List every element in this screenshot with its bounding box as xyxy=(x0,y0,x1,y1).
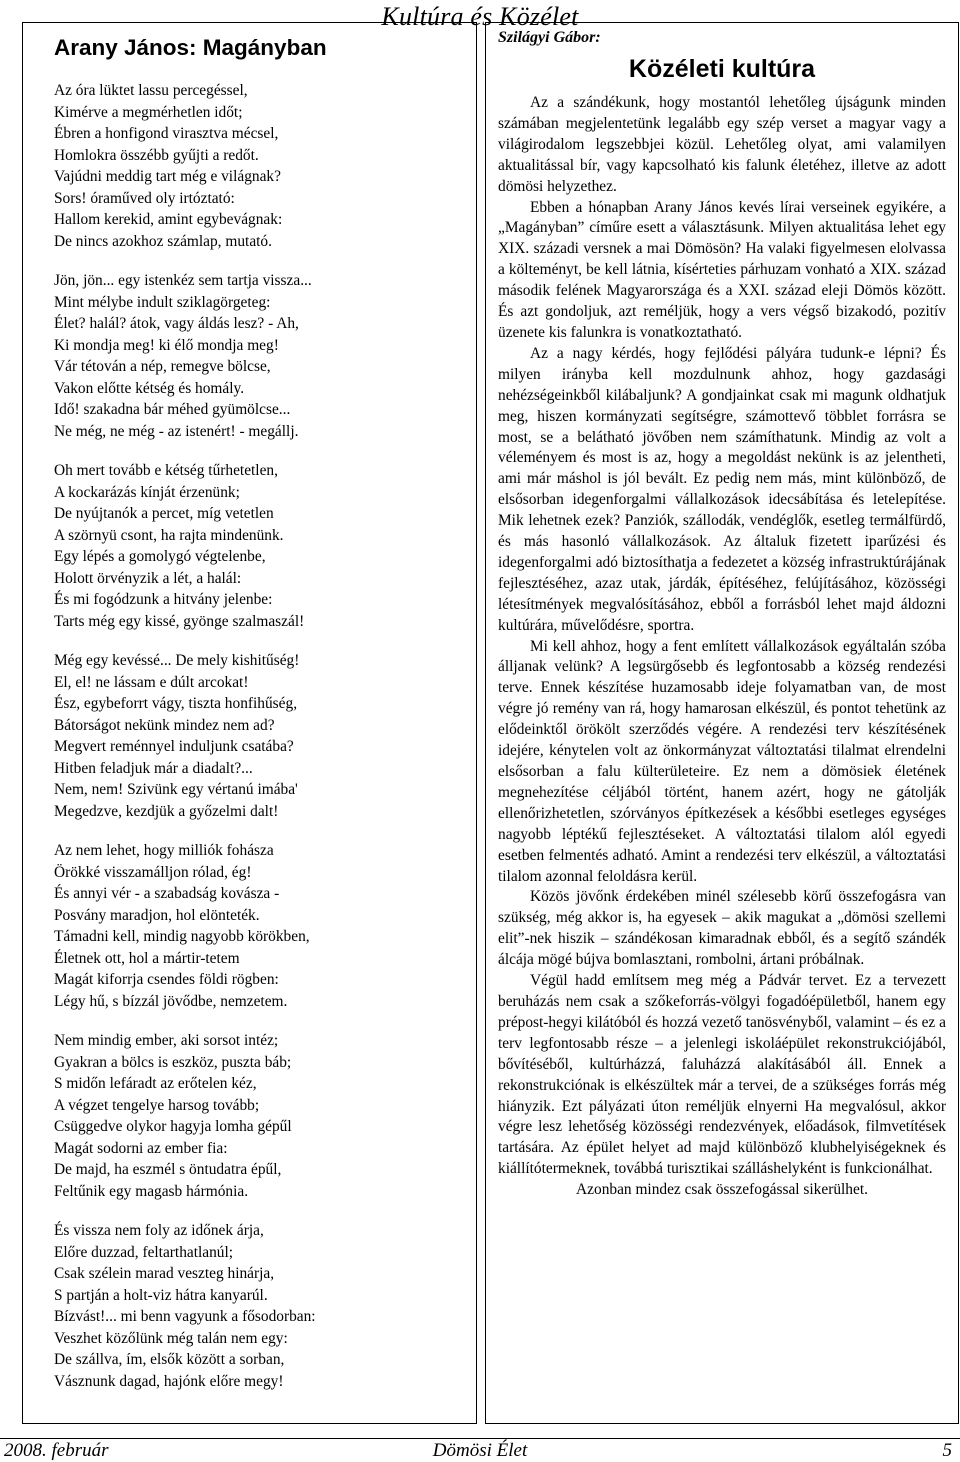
poem-line: A szörnyü csont, ha rajta mindenünk. xyxy=(54,526,284,544)
article-author: Szilágyi Gábor: xyxy=(498,29,601,46)
poem-line: De nyújtanók a percet, míg vetetlen xyxy=(54,505,274,522)
poem-line: Vásznunk dagad, hajónk előre megy! xyxy=(54,1372,284,1390)
poem-line: Vakon előtte kétség és homály. xyxy=(54,379,245,397)
poem-line: Jön, jön... egy istenkéz sem tartja vissza... xyxy=(54,272,312,289)
poem-line: Holott örvényzik a lét, a halál: xyxy=(54,569,242,587)
poem-line: De nincs azokhoz számlap, mutató. xyxy=(54,232,272,250)
poem-line: Homlokra összébb gyűjti a redőt. xyxy=(54,146,259,164)
poem-line: Tarts még egy kissé, gyönge szalmaszál! xyxy=(54,612,305,630)
poem-line: Mint mélybe indult sziklagörgeteg: xyxy=(54,293,271,311)
footer-date: 2008. február xyxy=(4,1440,109,1461)
poem-line: Előre duzzad, feltarthatlanúl; xyxy=(54,1243,234,1261)
poem-line: Bátorságot nekünk mindez nem ad? xyxy=(54,716,275,734)
poem-line: Veszhet közőlünk még talán nem egy: xyxy=(54,1329,288,1347)
poem-line: Életnek ott, hol a mártir-tetem xyxy=(54,949,240,967)
poem-stanza xyxy=(54,270,476,442)
poem-line: Posvány maradjon, hol elönteték. xyxy=(54,906,260,924)
poem-line: Vár tétován a nép, remegve bölcse, xyxy=(54,358,271,375)
poem-line: Bízvást!... mi benn vagyunk a fősodorban: xyxy=(54,1308,316,1325)
article-paragraph: Az a szándékunk, hogy mostantól lehetőleg újságunk minden számában megjelentetünk legalább egy szép verset a magyar vagy a világirodalom legszebbjei közül. Lehetőleg olyat, ami valamilyen aktualitással bír, vagy kapcsolható kis falunk életéhez, illetve az adott dömösi helyzethez. xyxy=(498,94,946,195)
poem-stanza xyxy=(54,80,476,252)
article-paragraph: Ebben a hónapban Arany János kevés lírai verseinek egyikére, a „Magányban” címűre esett a választásunk. Milyen aktualitása lehet egy XIX. századi versnek a mai Dömösön? Ha valaki figyelmesen elolvassa a költeményt, be kell látnia, kísérteties párhuzam vonható a XIX. század második felének Magyarországa és a XXI. század eleji Dömös között. És azt gondoljuk, azt reméljük, hogy a vers végső bizakodó, pozitív üzenete kis falunkra is vonatkoztatható. xyxy=(498,198,946,341)
poem-line: Ne még, ne még - az istenért! - megállj. xyxy=(54,422,299,440)
poem-line: Nem, nem! Szivünk egy vértanú imába' xyxy=(54,781,298,798)
footer-page-number: 5 xyxy=(942,1440,952,1461)
poem-line: Hallom kerekid, amint egybevágnak: xyxy=(54,211,283,228)
poem-line: Sors! óraműved oly irtóztató: xyxy=(54,189,235,207)
poem-line: A kockarázás kínját érzenünk; xyxy=(54,483,240,501)
poem-line: Még egy kevéssé... De mely kishitűség! xyxy=(54,652,300,669)
poem-line: De majd, ha eszmél s öntudatra épűl, xyxy=(54,1161,282,1178)
poem-line: És annyi vér - a szabadság kovásza - xyxy=(54,885,280,902)
poem-line: És mi fogódzunk a hitvány jelenbe: xyxy=(54,591,273,608)
footer-rule xyxy=(0,1438,960,1439)
poem-column xyxy=(22,22,477,1424)
poem-line: S midőn lefáradt az erőtelen kéz, xyxy=(54,1075,257,1092)
footer-publication: Dömösi Élet xyxy=(432,1440,528,1461)
poem-line: Örökké visszamálljon rólad, ég! xyxy=(54,863,252,881)
poem-line: Nem mindig ember, aki sorsot intéz; xyxy=(54,1032,279,1049)
article-paragraph: Végül hadd említsem meg még a Pádvár tervet. Ez a tervezett beruházás nem csak a szőkeforrás-völgyi fogadóépületből, hanem egy prépost-hegyi kilátóból és hozzá vezető tanösvényből, valamint – és ez a terv legfontosabb része – a jelenlegi iskoláépület rekonstrukciójából, bővítéséből, kultúrházzá, faluházzá alakításából áll. Ennek a rekonstrukciónak is elkészültek már a tervei, de a szükséges forrás még hiányzik. Ezt pályázati úton reméljük elnyerni Ha megvalósul, akkor végre lesz lehetőség közösségi rendezvények, előadások, filmvetítések tartására. Az épület helyet ad majd különböző klubhelyiségeknek és kiállítótermeknek, továbbá turisztikai szálláshelyként is funkcionálhat. xyxy=(498,972,946,1178)
poem-stanza xyxy=(54,1030,476,1202)
poem-line: Csak szélein marad veszteg hinárja, xyxy=(54,1265,275,1282)
poem-line: Megedzve, kezdjük a győzelmi dalt! xyxy=(54,802,279,820)
poem-stanza xyxy=(54,460,476,632)
article-body xyxy=(498,93,946,1180)
poem-line: Élet? halál? átok, vagy áldás lesz? - Ah, xyxy=(54,315,299,332)
poem-stanza xyxy=(54,840,476,1012)
poem-line: Oh mert tovább e kétség tűrhetetlen, xyxy=(54,462,278,479)
page-header-title: Kultúra és Közélet xyxy=(381,2,579,31)
article-column xyxy=(485,22,959,1424)
poem-line: S partján a holt-viz hátra kanyarúl. xyxy=(54,1286,268,1304)
poem-line: Magát kiforrja csendes földi rögben: xyxy=(54,971,279,988)
poem-line: És vissza nem foly az időnek árja, xyxy=(54,1222,264,1239)
poem-line: Az óra lüktet lassu percegéssel, xyxy=(54,82,248,99)
poem-line: A végzet tengelye harsog tovább; xyxy=(54,1096,260,1114)
poem-line: Légy hű, s bízzál jövődbe, nemzetem. xyxy=(54,992,288,1010)
poem-line: De szállva, ím, elsők között a sorban, xyxy=(54,1351,285,1368)
article-paragraph: Mi kell ahhoz, hogy a fent említett vállalkozások egyáltalán szóba álljanak velünk? A legsürgősebb és legfontosabb a község rendezési terve. Ennek készítése huzamosabb ideje folyamatban van, de most végre jó remény van rá, hogy hamarosan elkészül, és pontot tehetünk az elődeinktől örökölt szerződés végére. A rendezési terv készítésének idejére, kénytelen volt az önkormányzat változtatási tilalmat elrendelni elsősorban a falu külterületeire. Ez nem a dömösiek életének megnehezítése céljából történt, hanem azért, hogy ne gátolják ellenőrizhetetlen, szórványos építkezések a későbbi esetleges egységes nagyobb léptékű fejlesztéseket. A változtatási tilalom alól egyedi esetben felmentés adható. Amint a rendezési terv elkészül, a változtatási tilalom azonnal feloldásra kerül. xyxy=(498,637,946,885)
poem-line: Vajúdni meddig tart még e világnak? xyxy=(54,168,281,185)
poem-line: Gyakran a bölcs is eszköz, puszta báb; xyxy=(54,1053,292,1071)
article-title: Közéleti kultúra xyxy=(628,55,816,83)
poem-line: Ki mondja meg! ki élő mondja meg! xyxy=(54,336,279,354)
article-closing: Azonban mindez csak összefogással sikerülhet. xyxy=(576,1181,868,1199)
article-paragraph: Az a nagy kérdés, hogy fejlődési pályára tudunk-e lépni? És milyen irányba kell mozdulnunk ahhoz, hogy gazdasági nehézségeinkből kilábaljunk? A gondjainkat csak mi magunk oldhatjuk meg, hiszen kormányzati segítségre, számottevő többlet forrásra se most, se a belátható jövőben nem számíthatunk. Mindig az volt a véleményem és most is az, hogy a megoldást nekünk is az jelentheti, ami már máshol is jól bevált. Ez pedig nem más, mint különböző, de elsősorban idegenforgalmi vállalkozások idecsábítása és letelepítése. Mik lehetnek ezek? Panziók, szállodák, vendéglők, esetleg termálfürdő, és más hasonló vállalkozások. Az általuk fizetett iparűzési és idegenforgalmi adó biztosíthatja a fedezetet a község infrastruktúrájának fejlesztéséhez, azaz utak, járdák, építéséhez, felújításához, közösségi létesítmények megvalósításához, ebből a forrásból lehet majd áldozni kultúrára, művelődésre, sportra. xyxy=(498,344,946,634)
poem-body xyxy=(54,80,476,1392)
poem-line: Megvert reménnyel induljunk csatába? xyxy=(54,738,294,755)
poem-stanza xyxy=(54,1220,476,1392)
poem-line: Egy lépés a gomolygó végtelenbe, xyxy=(54,548,266,565)
poem-line: El, el! ne lássam e dúlt arcokat! xyxy=(54,673,249,691)
poem-line: Az nem lehet, hogy milliók fohásza xyxy=(54,842,274,859)
poem-stanza xyxy=(54,650,476,822)
poem-line: Ébren a honfigond virasztva mécsel, xyxy=(54,125,279,142)
poem-line: Hitben feladjuk már a diadalt?... xyxy=(54,759,253,777)
poem-line: Kimérve a megmérhetlen időt; xyxy=(54,103,243,121)
poem-line: Támadni kell, mindig nagyobb körökben, xyxy=(54,928,310,945)
poem-line: Feltűnik egy magasb hármónia. xyxy=(54,1182,249,1200)
poem-line: Ész, egybeforrt vágy, tiszta honfihűség, xyxy=(54,695,298,712)
poem-title: Arany János: Magányban xyxy=(54,35,327,60)
poem-line: Magát sodorni az ember fia: xyxy=(54,1139,228,1157)
poem-line: Csüggedve olykor hagyja lomha gépűl xyxy=(54,1118,292,1135)
article-paragraph: Közös jövőnk érdekében minél szélesebb körű összefogásra van szükség, még akkor is, ha egyesek – akik magukat a „dömösi szellemi elit”-nek hiszik – szándékosan kimaradnak ebből, és a segítő szándék álcája mögé bújva bomlasztani, rombolni, ártani próbálnak. xyxy=(498,888,946,969)
poem-line: Idő! szakadna bár méhed gyümölcse... xyxy=(54,401,291,418)
